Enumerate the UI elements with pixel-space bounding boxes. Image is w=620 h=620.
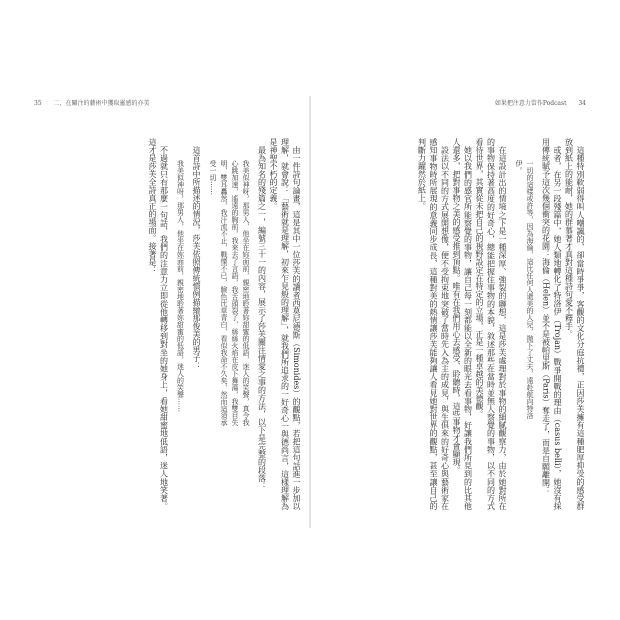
quote-line: 伊。 (515, 160, 523, 174)
right-page-number: 34 (578, 100, 586, 107)
right-page (312, 96, 592, 528)
block-quote (207, 138, 251, 510)
paragraph: 在這設計出的情境之下是一種深厚、強裂的聯想，這是莎芙處理對於事物的細膩觀察力，由於她對所在的事物保持著高度的好奇心，總能把握住事物的本貌，敘述那些在當時並無人察覺的事物，以不同的方式看待世界，其實從未把自己的視野設定在特定的立場，正是一種卓越的美德觀。 (475, 138, 507, 510)
book-gutter (309, 96, 311, 528)
paragraph: 或者，在另一段殘篇中，她人類地轉化了特洛伊（Trojan）戰爭開戰的理由（casus belli），她沒有採用傳統賦予這次幾個衝突的花園：海倫（Helen）並不是被帕里斯（Paris）奪走了，而是自願離開： (541, 138, 562, 510)
quote-line: 明，雙耳轟然，我汗流不止，戰慄不已，臉色比草青白，看似我命不久矣，然而這須承 (220, 160, 228, 426)
quote-line: 受一切…… (209, 160, 217, 195)
right-page-body (318, 138, 586, 510)
left-header-title: 二、在關注的藝術中獲取靈感的亦美 (53, 100, 150, 107)
quote-line: 我美似神呀，那男人，他坐在妳面前，親密地聆著妳甜蜜的低語，迷人的笑聲…… (176, 160, 185, 412)
right-header-title: 如果把注意力當作Podcast (494, 100, 567, 107)
block-quote (175, 138, 186, 510)
right-running-header (495, 98, 586, 107)
paragraph: 設法以不同的方式展開想像，便不受拘束地突破了當時先入為主的成見，與生俱來的好奇心與藝術家在感知事物時所展現的意義同步成長，這種對美的熱情讓莎芙能夠讓人看見她對世界的觀點，甚至讓自己的判斷力躍然於紙上。 (417, 138, 450, 510)
left-running-header (34, 98, 150, 107)
paragraph: 最為知名的殘篇之一，編號三十一的內容，展示了莎芙關注情愛之事的方法，以下是完整的段落： (257, 146, 267, 490)
left-page (28, 96, 308, 528)
paragraph: 不過就只有那麼一句話，我們的注意力立即從他轉移到對坐的她身上，看她甜蜜地低語，迷人地笑著。這才是莎芙全詩真正的場面。接著是： (148, 138, 169, 510)
quote-line: 一切的這樣或許等，因為海倫，這比任何人還美的人兒，拋下了丈夫，遠赴航向特洛 (526, 160, 534, 419)
paragraph: 這種特別軟弱得叫人嘲諷的，卻當時爭爭，客觀的文化分庭抗禮，正因莎芙擁有這種肥厚抑受的感受群放到紙上的能耐，她的群慕著才真對這種詩句愛不釋手。 (564, 138, 585, 510)
left-page-number: 35 (34, 100, 42, 107)
paragraph: 這首詩中所描述的情況，莎芙依照傳統慣例描繪那俊美的男子： (192, 146, 201, 370)
book-spread (28, 96, 592, 528)
quote-line: 我美似神呀，那男人，他坐在妳面前，親密地聆著妳甜蜜的低語，迷人的笑聲，真令我 (242, 160, 250, 426)
block-quote (513, 138, 535, 510)
left-page-body (34, 138, 302, 510)
paragraph: 她以我們的感官所能察覺的事物，讓自己每一刻都能以全新的眼光去看事物，好讓我們所見到的比其他人還多，把對事物之美的感受推到頂點。唯有在我們用心去感受、聆聽時，這些事物才會顯現。 (452, 138, 473, 510)
quote-line: 心跳加速，遙遠的胸前，我來去了言語，我舌頭裂了，絲絲火焰在皮下舞蕩，我雙目失 (231, 160, 239, 426)
paragraph: 由一件詩句論畫，這是其中一位莎芙的讀者西莫尼德斯（Simonides）的觀點，若把這句話進一步加以理解，就會說：「藝術就是理解，初來乍見般的理解」，就我們所追求的一好奇心一與德尚言，這樣理解為是神聖不朽的定義。 (269, 138, 301, 510)
